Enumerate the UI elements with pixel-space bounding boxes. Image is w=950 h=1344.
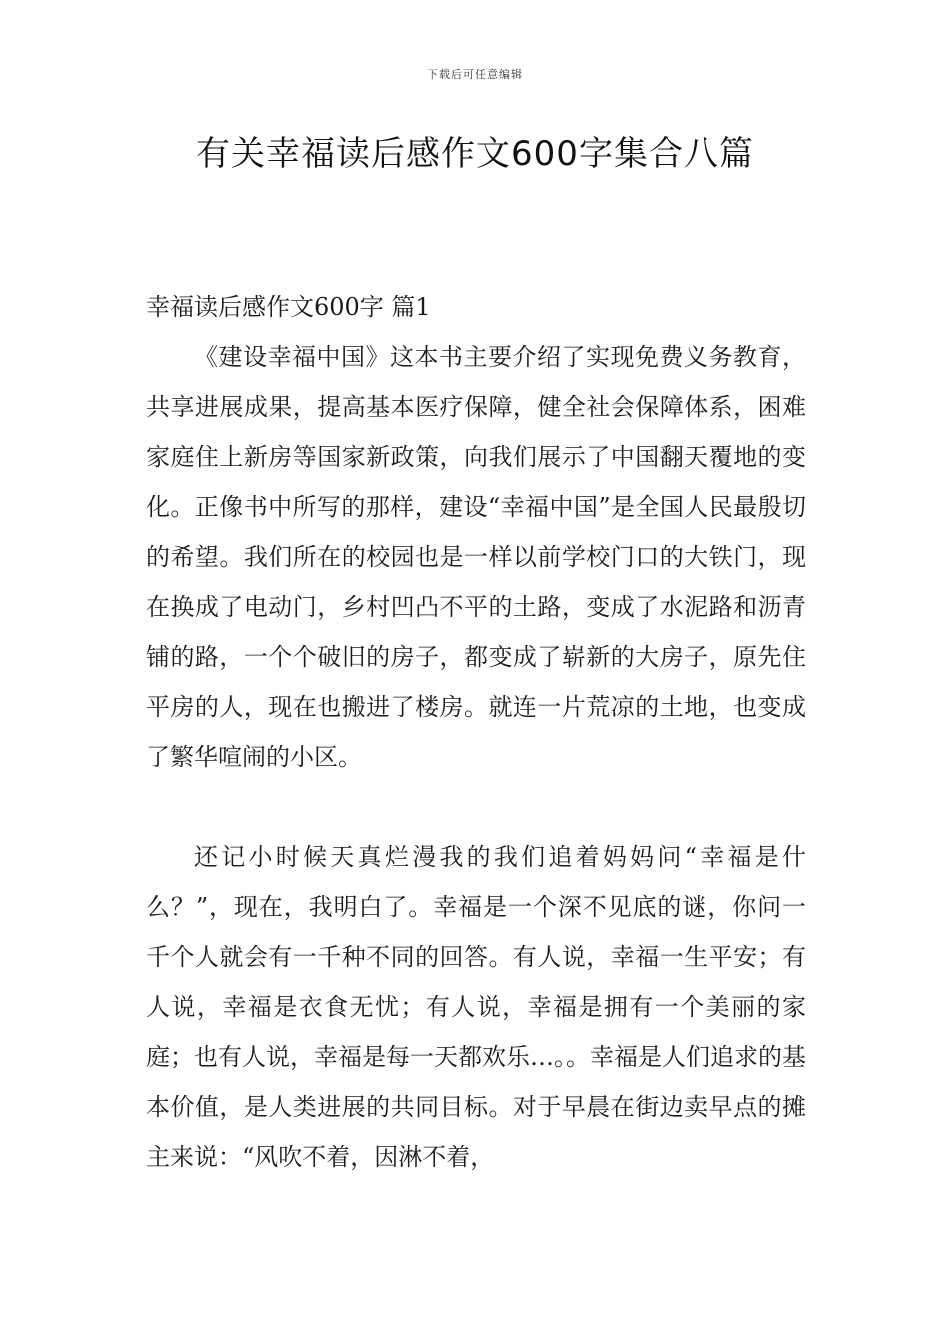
paragraph: 《建设幸福中国》这本书主要介绍了实现免费义务教育，共享进展成果，提高基本医疗保障，健全社会保障体系，困难家庭住上新房等国家新政策，向我们展示了中国翻天覆地的变化。正像书中所写的那样，建设“幸福中国”是全国人民最殷切的希望。我们所在的校园也是一样以前学校门口的大铁门，现在换成了电动门，乡村凹凸不平的土路，变成了水泥路和沥青铺的路，一个个破旧的房子，都变成了崭新的大房子，原先住平房的人，现在也搬进了楼房。就连一片荒凉的土地，也变成了繁华喧闹的小区。 [146, 343, 806, 771]
header-note: 下载后可任意编辑 [427, 68, 523, 81]
section-heading: 幸福读后感作文600字 篇1 [146, 293, 431, 321]
document-body [146, 282, 806, 1182]
document-title: 有关幸福读后感作文600字集合八篇 [196, 134, 754, 174]
paragraph: 还记小时候天真烂漫我的我们追着妈妈问“幸福是什么？”，现在，我明白了。幸福是一个深不见底的谜，你问一千个人就会有一千种不同的回答。有人说，幸福一生平安；有人说，幸福是衣食无忧；有人说，幸福是拥有一个美丽的家庭；也有人说，幸福是每一天都欢乐…。。幸福是人们追求的基本价值，是人类进展的共同目标。对于早晨在街边卖早点的摊主来说：“风吹不着，因淋不着， [146, 843, 806, 1171]
